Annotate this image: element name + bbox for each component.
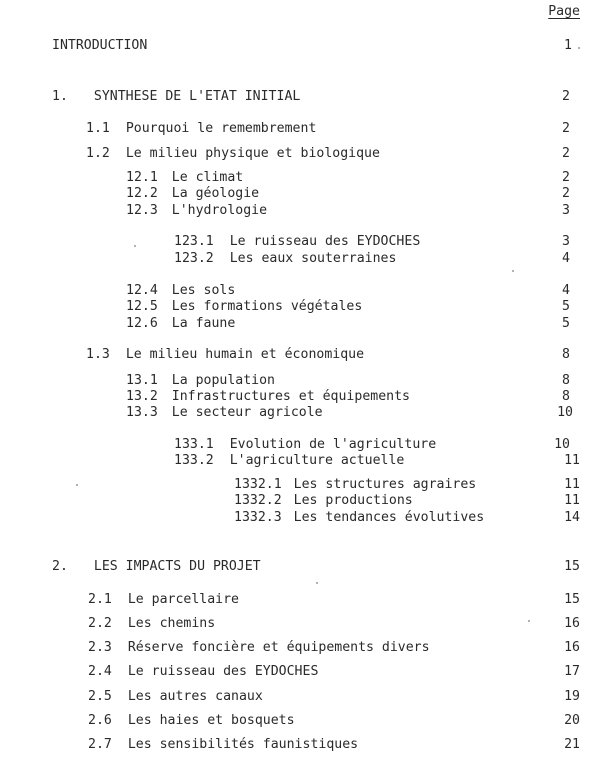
toc-entry-page: 3 [562, 203, 570, 218]
toc-entry-number: 2.6 [88, 713, 112, 728]
toc-entry-title: Le ruisseau des EYDOCHES [127, 664, 319, 679]
scan-speck [528, 620, 530, 622]
toc-entry-13-2 [126, 389, 410, 405]
toc-entry-1332-1 [234, 477, 476, 493]
toc-entry-title: Les autres canaux [127, 689, 263, 704]
toc-entry-page: 11 [564, 477, 580, 492]
scan-speck [512, 270, 514, 272]
toc-entry-number: 2.7 [88, 737, 112, 752]
toc-entry-number: 12.6 [126, 316, 158, 331]
toc-entry-133-2 [174, 453, 404, 469]
toc-entry-title: Les sols [171, 283, 236, 298]
toc-entry-number: 2. [52, 559, 68, 574]
toc-entry-title: Le milieu humain et économique [125, 347, 365, 362]
toc-entry-title: Pourquoi le remembrement [125, 121, 317, 136]
toc-entry-title: La population [171, 373, 275, 388]
toc-entry-title: La faune [171, 316, 236, 331]
scan-speck [578, 47, 580, 49]
toc-entry-1-2 [86, 146, 380, 162]
toc-entry-title: Les haies et bosquets [127, 713, 295, 728]
toc-entry-number: 13.1 [126, 373, 158, 388]
toc-entry-title: La géologie [171, 186, 260, 201]
toc-entry-123-1 [174, 234, 420, 250]
toc-entry-number: 1.3 [86, 347, 110, 362]
scan-speck [76, 484, 78, 486]
toc-entry-number: 1332.3 [234, 510, 282, 525]
toc-entry-number: 133.1 [174, 437, 214, 452]
toc-entry-page: 15 [564, 559, 580, 574]
toc-entry-page: 4 [562, 283, 570, 298]
toc-entry-title: Les tendances évolutives [293, 510, 485, 525]
toc-entry-page: 20 [564, 713, 580, 728]
toc-entry-2-5 [88, 689, 263, 705]
toc-entry-page: 3 [562, 234, 570, 249]
toc-entry-page: 1 [564, 38, 572, 53]
toc-entry-1-1 [86, 121, 316, 137]
page-column-header: Page [548, 4, 580, 19]
toc-entry-title: Infrastructures et équipements [171, 389, 410, 404]
toc-entry-number: 12.3 [126, 203, 158, 218]
toc-entry-page: 16 [564, 616, 580, 631]
toc-entry-number: 2.3 [88, 640, 112, 655]
toc-entry-number: 2.4 [88, 664, 112, 679]
toc-entry-123-2 [174, 251, 396, 267]
toc-entry-title: Evolution de l'agriculture [229, 437, 437, 452]
toc-entry-2-4 [88, 664, 318, 680]
toc-entry-page: 2 [562, 121, 570, 136]
toc-entry-13-1 [126, 373, 275, 389]
toc-entry-number: 1.2 [86, 146, 110, 161]
toc-entry-12-1 [126, 170, 243, 186]
toc-entry-title: L'hydrologie [171, 203, 268, 218]
toc-entry-number: 12.2 [126, 186, 158, 201]
toc-entry-title: LES IMPACTS DU PROJET [93, 559, 261, 574]
toc-entry-12-6 [126, 316, 235, 332]
toc-entry-page: 14 [564, 510, 580, 525]
toc-entry-number: 13.3 [126, 405, 158, 420]
toc-entry-number: 1.1 [86, 121, 110, 136]
toc-entry-page: 17 [564, 664, 580, 679]
toc-entry-page: 11 [564, 493, 580, 508]
toc-entry-page: 5 [562, 299, 570, 314]
toc-entry-number: 2.2 [88, 616, 112, 631]
toc-entry-page: 8 [562, 389, 570, 404]
toc-entry-12-4 [126, 283, 235, 299]
toc-entry-introduction [52, 38, 147, 54]
toc-entry-page: 2 [562, 186, 570, 201]
toc-entry-12-5 [126, 299, 362, 315]
toc-entry-page: 4 [562, 251, 570, 266]
toc-entry-title: L'agriculture actuelle [229, 453, 405, 468]
toc-entry-number: 1. [52, 89, 68, 104]
toc-entry-title: Les formations végétales [171, 299, 363, 314]
toc-entry-title: Réserve foncière et équipements divers [127, 640, 430, 655]
toc-entry-number: 2.1 [88, 592, 112, 607]
scan-speck [134, 245, 136, 247]
toc-entry-page: 2 [562, 89, 570, 104]
toc-entry-number: 133.2 [174, 453, 214, 468]
toc-entry-title: Le ruisseau des EYDOCHES [229, 234, 421, 249]
toc-entry-2-6 [88, 713, 295, 729]
toc-entry-number: 12.1 [126, 170, 158, 185]
toc-entry-page: 15 [564, 592, 580, 607]
toc-entry-133-1 [174, 437, 436, 453]
toc-entry-title: Le climat [171, 170, 244, 185]
toc-entry-13-3 [126, 405, 323, 421]
toc-entry-page: 10 [554, 437, 570, 452]
toc-entry-number: 2.5 [88, 689, 112, 704]
toc-entry-title: Les productions [293, 493, 413, 508]
toc-entry-page: 16 [564, 640, 580, 655]
toc-entry-2-3 [88, 640, 430, 656]
toc-entry-number: 1332.2 [234, 493, 282, 508]
toc-entry-2-2 [88, 616, 215, 632]
toc-entry-page: 8 [562, 373, 570, 388]
toc-entry-title: Le milieu physique et biologique [125, 146, 380, 161]
toc-entry-number: 12.5 [126, 299, 158, 314]
toc-entry-number: 13.2 [126, 389, 158, 404]
toc-entry-1332-3 [234, 510, 484, 526]
toc-entry-12-3 [126, 203, 267, 219]
toc-entry-title: Le parcellaire [127, 592, 239, 607]
toc-entry-2-1 [88, 592, 239, 608]
toc-entry-page: 8 [562, 347, 570, 362]
toc-entry-title: Le secteur agricole [171, 405, 323, 420]
toc-entry-section-2 [52, 559, 261, 575]
toc-entry-2-7 [88, 737, 358, 753]
toc-entry-title: Les chemins [127, 616, 216, 631]
scan-speck [316, 582, 318, 584]
toc-entry-page: 2 [562, 146, 570, 161]
toc-entry-title: Les structures agraires [293, 477, 477, 492]
toc-entry-page: 5 [562, 316, 570, 331]
toc-entry-section-1 [52, 89, 300, 105]
toc-entry-number: 1332.1 [234, 477, 282, 492]
toc-entry-1-3 [86, 347, 364, 363]
toc-entry-title: SYNTHESE DE L'ETAT INITIAL [93, 89, 301, 104]
toc-entry-number: 123.1 [174, 234, 214, 249]
toc-entry-1332-2 [234, 493, 413, 509]
toc-entry-number: 123.2 [174, 251, 214, 266]
toc-entry-page: 21 [564, 737, 580, 752]
toc-entry-12-2 [126, 186, 259, 202]
toc-entry-page: 11 [564, 453, 580, 468]
toc-entry-number: 12.4 [126, 283, 158, 298]
toc-entry-page: 2 [562, 170, 570, 185]
toc-entry-title: INTRODUCTION [52, 38, 148, 53]
toc-entry-title: Les eaux souterraines [229, 251, 397, 266]
toc-entry-page: 19 [564, 689, 580, 704]
toc-entry-title: Les sensibilités faunistiques [127, 737, 359, 752]
toc-entry-page: 10 [557, 405, 573, 420]
